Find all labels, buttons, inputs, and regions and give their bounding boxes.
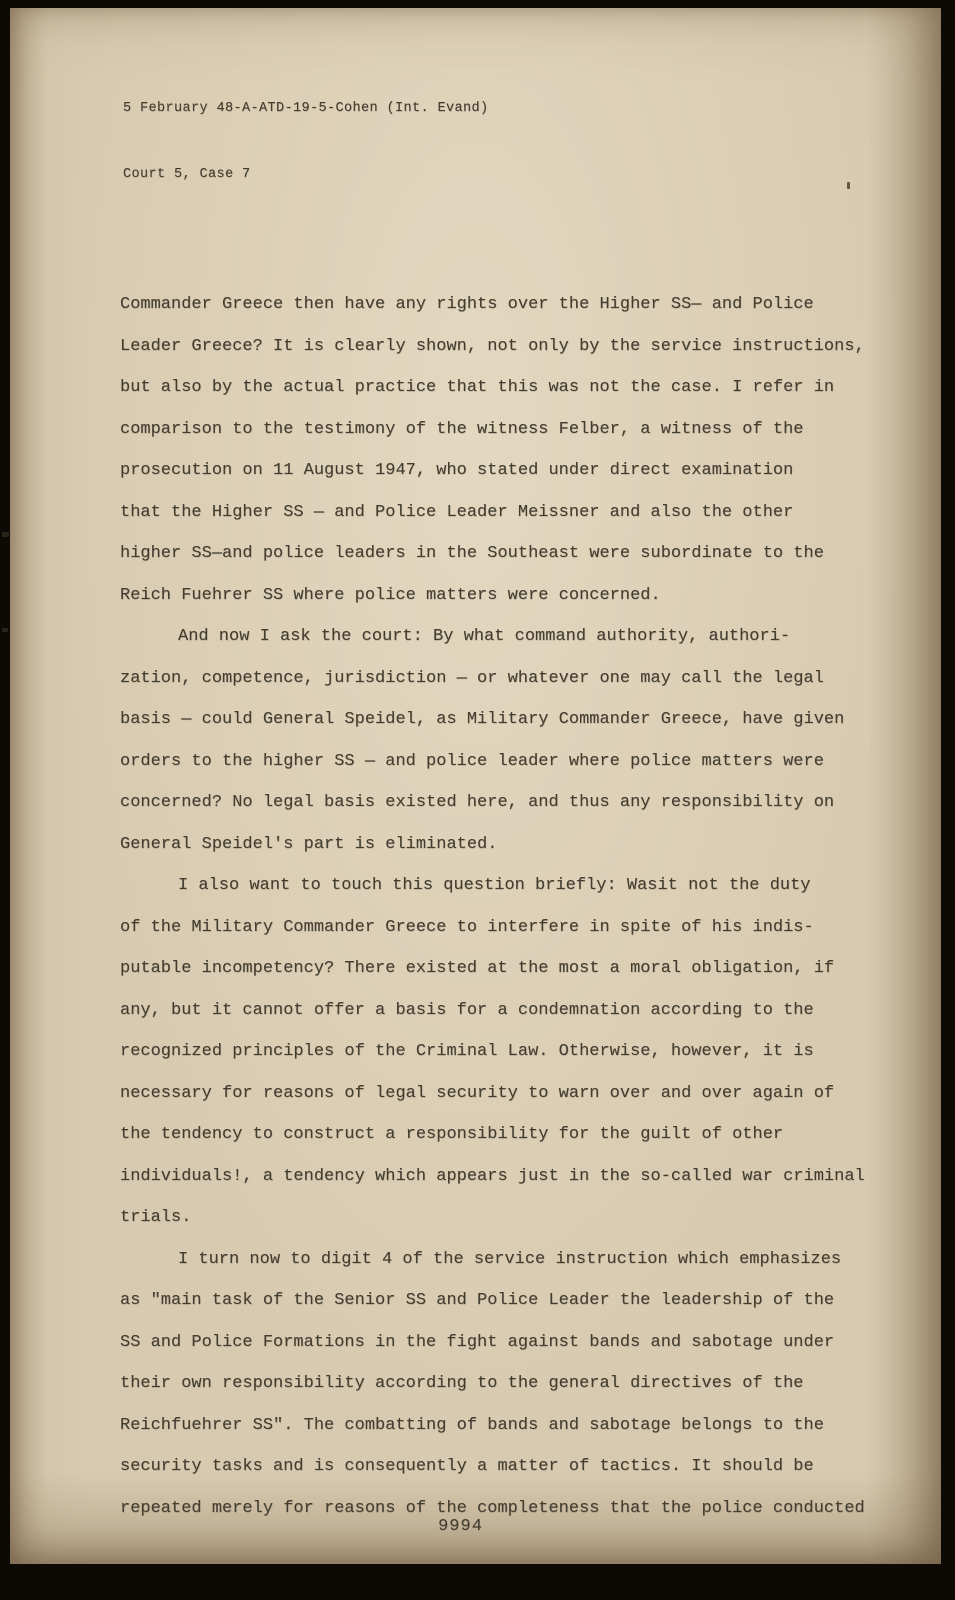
text-line: General Speidel's part is eliminated. <box>120 834 498 854</box>
text-line: trials. <box>120 1208 192 1227</box>
text-line: Leader Greece? It is clearly shown, not only by the service instructions, <box>120 336 865 356</box>
text-line: Reichfuehrer SS". The combatting of bands and sabotage belongs to the <box>120 1415 824 1435</box>
text-line: comparison to the testimony of the witness Felber, a witness of the <box>120 419 804 439</box>
text-line: as "main task of the Senior SS and Police Leader the leadership of the <box>120 1291 835 1310</box>
text-line: I turn now to digit 4 of the service instruction which emphasizes <box>178 1249 842 1269</box>
text-line: SS and Police Formations in the fight against bands and sabotage under <box>120 1332 835 1352</box>
ink-speck <box>847 182 850 189</box>
text-line: recognized principles of the Criminal Law. Otherwise, however, it is <box>120 1042 814 1061</box>
text-line: orders to the higher SS — and police leader where police matters were <box>120 751 824 771</box>
text-line: of the Military Commander Greece to interfere in spite of his indis- <box>120 917 814 937</box>
text-line: repeated merely for reasons of the completeness that the police conducted <box>120 1498 865 1518</box>
text-line: security tasks and is consequently a matter of tactics. It should be <box>120 1457 814 1476</box>
text-line: I also want to touch this question briefly: Wasit not the duty <box>178 876 811 895</box>
text-line: but also by the actual practice that this was not the case. I refer in <box>120 378 835 397</box>
text-line: that the Higher SS — and Police Leader Meissner and also the other <box>120 502 794 522</box>
text-line: higher SS—and police leaders in the Southeast were subordinate to the <box>120 544 824 563</box>
document-body <box>120 284 941 1529</box>
text-line: zation, competence, jurisdiction — or whatever one may call the legal <box>120 668 824 688</box>
document-page <box>10 8 941 1564</box>
document-header <box>123 54 941 230</box>
text-line: concerned? No legal basis existed here, and thus any responsibility on <box>120 793 835 812</box>
header-court-case-line: Court 5, Case 7 <box>123 167 251 182</box>
text-line: the tendency to construct a responsibility for the guilt of other <box>120 1125 784 1144</box>
page-number: 9994 <box>438 1517 483 1536</box>
text-line: Reich Fuehrer SS where police matters were concerned. <box>120 585 661 605</box>
text-line: And now I ask the court: By what command authority, authori- <box>178 627 791 646</box>
scan-artifact <box>2 628 8 632</box>
text-line: any, but it cannot offer a basis for a condemnation according to the <box>120 1000 814 1020</box>
text-line: their own responsibility according to the general directives of the <box>120 1374 804 1393</box>
text-line: individuals!, a tendency which appears just in the so-called war criminal <box>120 1166 865 1186</box>
text-line: prosecution on 11 August 1947, who stated under direct examination <box>120 461 794 480</box>
scan-artifact <box>2 532 9 537</box>
text-line: basis — could General Speidel, as Military Commander Greece, have given <box>120 710 845 729</box>
text-line: Commander Greece then have any rights over the Higher SS— and Police <box>120 295 814 314</box>
header-docket-line: 5 February 48-A-ATD-19-5-Cohen (Int. Evand) <box>123 101 489 116</box>
text-line: necessary for reasons of legal security to warn over and over again of <box>120 1083 835 1103</box>
text-line: putable incompetency? There existed at the most a moral obligation, if <box>120 959 835 978</box>
